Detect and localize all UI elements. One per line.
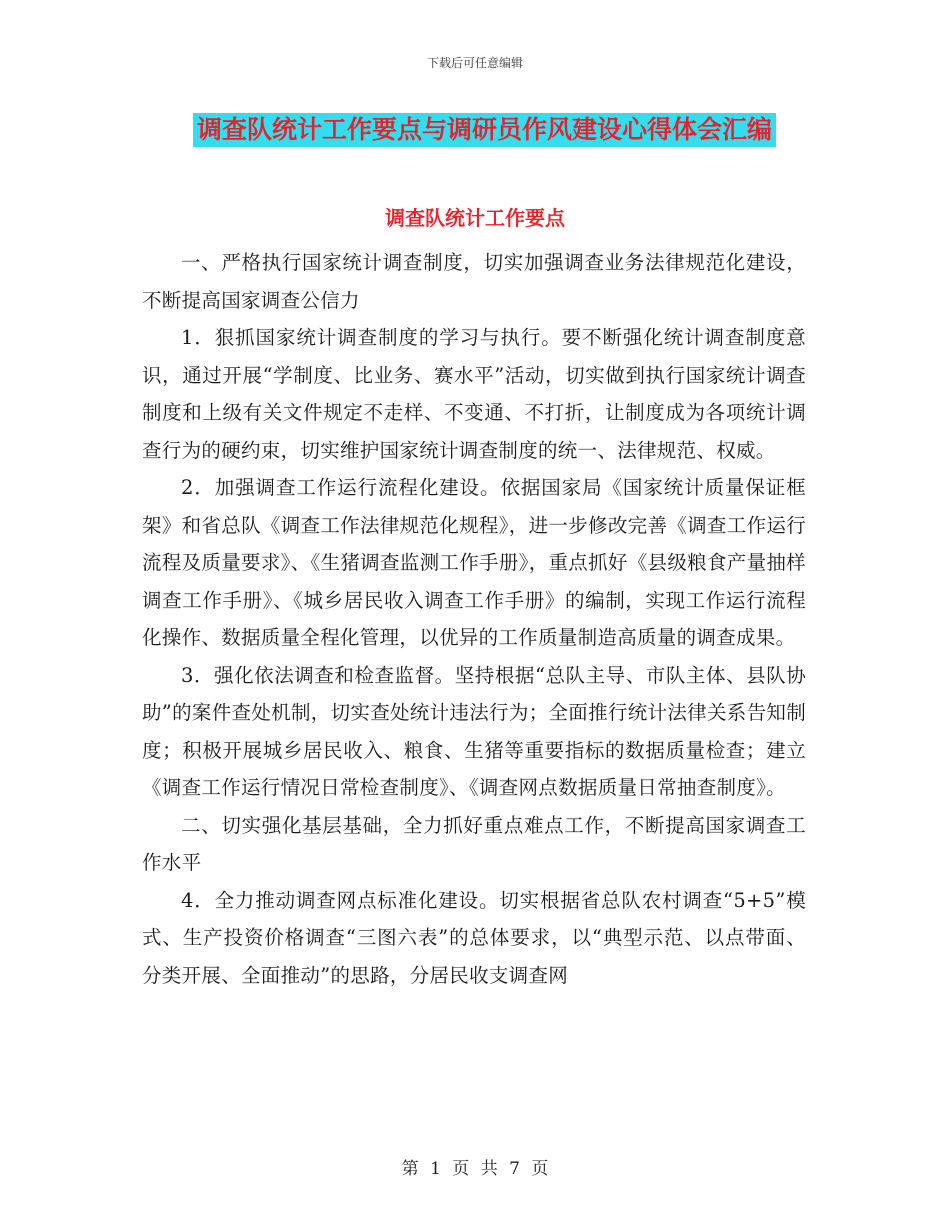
- paragraph-6: 4．全力推动调查网点标准化建设。切实根据省总队农村调查“5+5”模式、生产投资价格调查“三图六表”的总体要求，以“典型示范、以点带面、分类开展、全面推动”的思路，分居民收支调查网: [142, 888, 806, 987]
- paragraph-3: 2．加强调查工作运行流程化建设。依据国家局《国家统计质量保证框架》和省总队《调查工作法律规范化规程》，进一步修改完善《调查工作运行流程及质量要求》、《生猪调查监测工作手册》，重点抓好《县级粮食产量抽样调查工作手册》、《城乡居民收入调查工作手册》的编制，实现工作运行流程化操作、数据质量全程化管理，以优异的工作质量制造高质量的调查成果。: [142, 476, 806, 649]
- main-title: 调查队统计工作要点与调研员作风建设心得体会汇编: [193, 113, 776, 147]
- document-body: [142, 244, 806, 994]
- section-title: 调查队统计工作要点: [385, 206, 565, 230]
- paragraph-1: 一、严格执行国家统计调查制度，切实加强调查业务法律规范化建设，不断提高国家调查公信力: [142, 251, 806, 312]
- header-note: 下载后可任意编辑: [426, 56, 523, 70]
- page-number: 第 1 页 共 7 页: [401, 1159, 549, 1179]
- paragraph-4: 3．强化依法调查和检查监督。坚持根据“总队主导、市队主体、县队协助”的案件查处机制，切实查处统计违法行为；全面推行统计法律关系告知制度；积极开展城乡居民收入、粮食、生猪等重要指标的数据质量检查；建立《调查工作运行情况日常检查制度》、《调查网点数据质量日常抽查制度》。: [142, 663, 806, 799]
- paragraph-2: 1．狠抓国家统计调查制度的学习与执行。要不断强化统计调查制度意识，通过开展“学制度、比业务、赛水平”活动，切实做到执行国家统计调查制度和上级有关文件规定不走样、不变通、不打折，让制度成为各项统计调查行为的硬约束，切实维护国家统计调查制度的统一、法律规范、权威。: [142, 326, 806, 462]
- paragraph-5: 二、切实强化基层基础，全力抓好重点难点工作，不断提高国家调查工作水平: [142, 813, 806, 874]
